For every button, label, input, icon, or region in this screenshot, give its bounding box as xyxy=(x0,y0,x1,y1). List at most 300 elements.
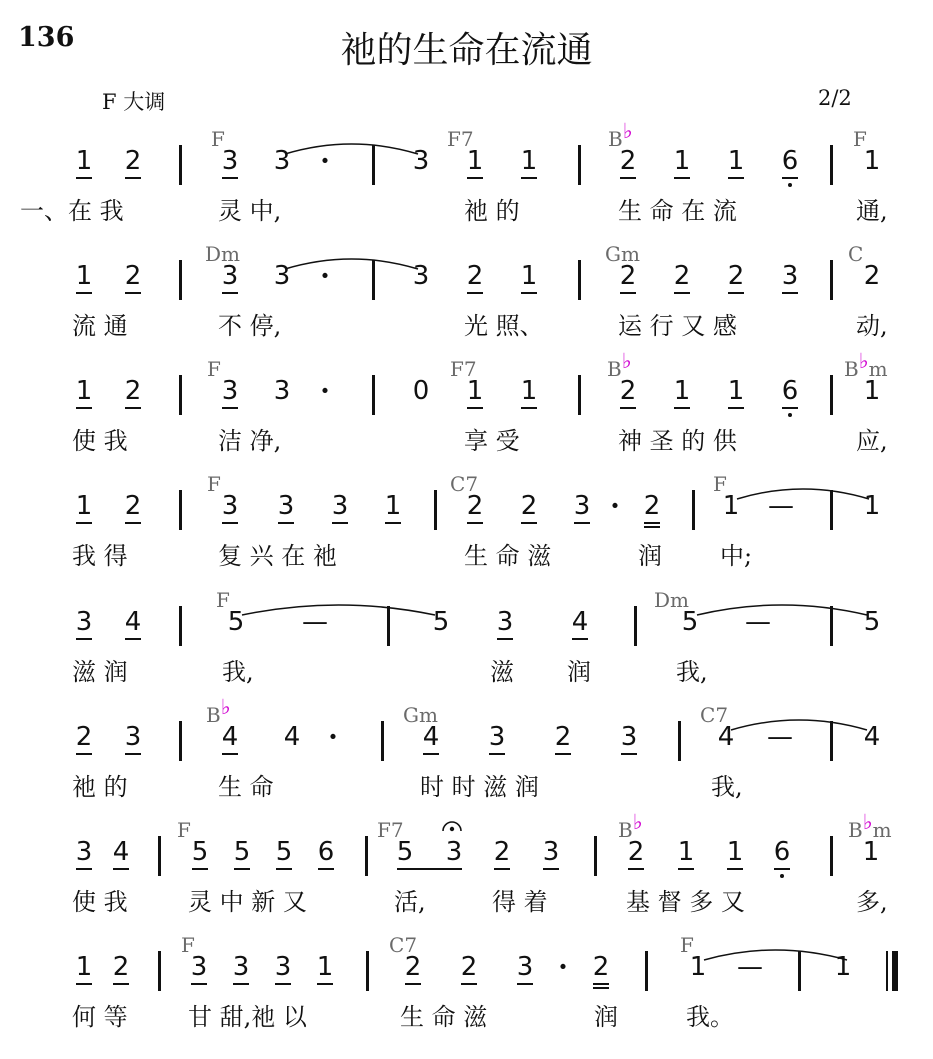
underline-mark xyxy=(222,407,238,409)
lyric-text: 洁 净, xyxy=(218,427,282,455)
barline xyxy=(578,375,581,415)
chord-root: F xyxy=(177,818,191,842)
underline-mark xyxy=(125,522,141,524)
chord-root: Dm xyxy=(654,588,689,612)
underline-mark xyxy=(774,868,790,870)
note: 1 xyxy=(863,376,881,406)
lyric-text: 祂 的 xyxy=(464,197,520,225)
note: 4 xyxy=(283,722,301,752)
music-system xyxy=(0,934,933,1049)
underline-mark xyxy=(76,638,92,640)
chord-suffix: 7 xyxy=(463,357,477,381)
note: 3 xyxy=(538,837,564,867)
lower-octave-dot xyxy=(788,413,792,417)
flat-sign-icon: ♭ xyxy=(622,119,633,143)
barline xyxy=(645,951,648,991)
chord-root: B xyxy=(608,127,623,151)
note: 1 xyxy=(689,952,707,982)
chord-suffix: 7 xyxy=(460,127,474,151)
note: 3 xyxy=(616,722,642,752)
note: 2 xyxy=(588,952,614,982)
note: 3 xyxy=(273,146,291,176)
underline-mark xyxy=(620,292,636,294)
chord-root: C xyxy=(389,933,405,957)
sustain-dash: — xyxy=(767,722,793,752)
lyric-text: 运 行 又 感 xyxy=(618,312,737,340)
note: 1 xyxy=(516,376,542,406)
underline-mark xyxy=(572,638,588,640)
barline xyxy=(179,145,182,185)
note: 2 xyxy=(639,491,665,521)
chord-suffix: m xyxy=(872,818,892,842)
underline-mark xyxy=(233,983,249,985)
lyric-text: 何 等 xyxy=(72,1003,128,1031)
note: 5 xyxy=(271,837,297,867)
chord-root: B xyxy=(618,818,633,842)
barline xyxy=(179,260,182,300)
note: 4 xyxy=(217,722,243,752)
barline xyxy=(578,260,581,300)
underline-mark xyxy=(125,177,141,179)
music-system xyxy=(0,695,933,819)
underline-mark xyxy=(620,407,636,409)
note: 1 xyxy=(834,952,852,982)
underline-mark xyxy=(76,983,92,985)
underline-mark xyxy=(728,292,744,294)
underline-mark xyxy=(593,983,609,985)
lyric-text: 生 命 xyxy=(218,773,274,801)
barline xyxy=(372,375,375,415)
underline-mark xyxy=(423,753,439,755)
barline xyxy=(634,606,637,646)
note: 1 xyxy=(71,376,97,406)
note: 5 xyxy=(187,837,213,867)
note: 3 xyxy=(412,261,430,291)
underline-mark xyxy=(674,177,690,179)
note: 6 xyxy=(769,837,795,867)
underline-mark xyxy=(593,987,609,989)
underline-mark xyxy=(728,407,744,409)
note: 1 xyxy=(673,837,699,867)
hymn-number: 136 xyxy=(18,22,75,53)
underline-mark xyxy=(467,292,483,294)
note: 2 xyxy=(723,261,749,291)
note: 2 xyxy=(400,952,426,982)
underline-mark xyxy=(678,868,694,870)
chord-root: Dm xyxy=(205,242,240,266)
note: 6 xyxy=(313,837,339,867)
note: 4 xyxy=(567,607,593,637)
note: 3 xyxy=(327,491,353,521)
underline-mark xyxy=(76,177,92,179)
barline xyxy=(594,836,597,876)
lyric-text: 神 圣 的 供 xyxy=(618,427,737,455)
underline-mark xyxy=(467,407,483,409)
fermata-icon xyxy=(441,817,463,833)
lyric-text: 我, xyxy=(222,658,254,686)
lyric-text: 甘 甜,祂 以 xyxy=(188,1003,307,1031)
note: 1 xyxy=(312,952,338,982)
note: 1 xyxy=(669,376,695,406)
lyric-text: 中; xyxy=(720,542,753,570)
barline xyxy=(434,490,437,530)
chord-root: F xyxy=(680,933,694,957)
note: 2 xyxy=(456,952,482,982)
tie-arc xyxy=(241,601,436,617)
barline xyxy=(179,490,182,530)
underline-mark xyxy=(674,292,690,294)
sustain-dash: — xyxy=(745,607,771,637)
lyric-text: 光 照、 xyxy=(464,312,544,340)
chord-root: Gm xyxy=(605,242,640,266)
chord-root: F xyxy=(181,933,195,957)
lyric-text: 活, xyxy=(394,888,426,916)
note: 2 xyxy=(863,261,881,291)
chord-suffix: 7 xyxy=(465,472,479,496)
underline-mark xyxy=(494,868,510,870)
note: 4 xyxy=(108,837,134,867)
chord-root: C xyxy=(848,242,864,266)
note: 4 xyxy=(120,607,146,637)
lyric-text: 一、在 我 xyxy=(20,197,124,225)
chord-root: C xyxy=(700,703,716,727)
underline-mark xyxy=(574,522,590,524)
note: 2 xyxy=(120,491,146,521)
lyric-text: 不 停, xyxy=(218,312,282,340)
note: 3 xyxy=(569,491,595,521)
underline-mark xyxy=(555,753,571,755)
underline-mark xyxy=(234,868,250,870)
hymn-title: 祂的生命在流通 xyxy=(340,30,593,71)
underline-mark xyxy=(521,522,537,524)
beam-underline xyxy=(397,868,462,870)
lyric-text: 我, xyxy=(711,773,743,801)
barline xyxy=(692,490,695,530)
note: 3 xyxy=(273,261,291,291)
barline xyxy=(179,721,182,761)
augmentation-dot: · xyxy=(320,374,330,407)
barline xyxy=(158,836,161,876)
underline-mark xyxy=(113,983,129,985)
underline-mark xyxy=(385,522,401,524)
underline-mark xyxy=(76,753,92,755)
note: 3 xyxy=(71,837,97,867)
underline-mark xyxy=(782,292,798,294)
underline-mark xyxy=(125,753,141,755)
lyric-text: 灵 中, xyxy=(218,197,282,225)
note: 1 xyxy=(71,261,97,291)
note: 3 xyxy=(71,607,97,637)
note: 2 xyxy=(615,146,641,176)
lyric-text: 我, xyxy=(676,658,708,686)
barline xyxy=(381,721,384,761)
underline-mark xyxy=(628,868,644,870)
note: 1 xyxy=(723,376,749,406)
underline-mark xyxy=(276,868,292,870)
underline-mark xyxy=(222,177,238,179)
note: 3 xyxy=(228,952,254,982)
underline-mark xyxy=(644,522,660,524)
note: 2 xyxy=(120,376,146,406)
note: 1 xyxy=(862,837,880,867)
note: 3 xyxy=(273,376,291,406)
flat-sign-icon: ♭ xyxy=(621,349,632,373)
barline xyxy=(179,375,182,415)
lyric-text: 应, xyxy=(856,427,888,455)
note: 6 xyxy=(777,376,803,406)
underline-mark xyxy=(497,638,513,640)
augmentation-dot: · xyxy=(320,259,330,292)
barline xyxy=(365,836,368,876)
note: 4 xyxy=(717,722,735,752)
sustain-dash: — xyxy=(737,952,763,982)
underline-mark xyxy=(317,983,333,985)
note: 3 xyxy=(217,261,243,291)
underline-mark xyxy=(517,983,533,985)
note: 1 xyxy=(462,146,488,176)
lyric-text: 得 着 xyxy=(492,888,548,916)
chord-root: B xyxy=(206,703,221,727)
note: 3 xyxy=(445,837,463,867)
chord-suffix: 7 xyxy=(715,703,729,727)
underline-mark xyxy=(222,753,238,755)
note: 5 xyxy=(432,607,450,637)
flat-sign-icon: ♭ xyxy=(862,810,873,834)
underline-mark xyxy=(674,407,690,409)
lower-octave-dot xyxy=(780,874,784,878)
note: 3 xyxy=(492,607,518,637)
lyric-text: 生 命 滋 xyxy=(464,542,552,570)
underline-mark xyxy=(113,868,129,870)
key-signature: F 大调 xyxy=(102,90,166,114)
time-signature: 2/2 xyxy=(818,86,852,110)
underline-mark xyxy=(191,983,207,985)
lyric-text: 润 xyxy=(594,1003,618,1031)
music-system xyxy=(0,473,933,588)
lower-octave-dot xyxy=(788,183,792,187)
chord-root: F xyxy=(713,472,727,496)
note: 2 xyxy=(108,952,134,982)
barline xyxy=(830,836,833,876)
underline-mark xyxy=(318,868,334,870)
note: 6 xyxy=(777,146,803,176)
chord-root: B xyxy=(607,357,622,381)
lyric-text: 使 我 xyxy=(72,427,128,455)
tie-arc xyxy=(696,601,868,617)
barline xyxy=(830,145,833,185)
underline-mark xyxy=(461,983,477,985)
note: 4 xyxy=(863,722,881,752)
chord-suffix: 7 xyxy=(404,933,418,957)
lyric-text: 润 xyxy=(638,542,662,570)
underline-mark xyxy=(621,753,637,755)
note: 2 xyxy=(669,261,695,291)
underline-mark xyxy=(467,177,483,179)
chord-root: Gm xyxy=(403,703,438,727)
note: 1 xyxy=(723,146,749,176)
note: 2 xyxy=(71,722,97,752)
music-system xyxy=(0,349,933,473)
chord-root: C xyxy=(450,472,466,496)
note: 1 xyxy=(863,491,881,521)
note: 1 xyxy=(462,376,488,406)
underline-mark xyxy=(727,868,743,870)
chord-suffix: 7 xyxy=(390,818,404,842)
note: 2 xyxy=(623,837,649,867)
flat-sign-icon: ♭ xyxy=(858,349,869,373)
note: 2 xyxy=(516,491,542,521)
note: 3 xyxy=(273,491,299,521)
underline-mark xyxy=(332,522,348,524)
note: 5 xyxy=(396,837,414,867)
note: 3 xyxy=(186,952,212,982)
lyric-text: 通, xyxy=(856,197,888,225)
underline-mark xyxy=(76,522,92,524)
barline xyxy=(158,951,161,991)
note: 1 xyxy=(722,837,748,867)
note: 5 xyxy=(229,837,255,867)
note: 2 xyxy=(120,261,146,291)
note: 1 xyxy=(863,146,881,176)
barline xyxy=(578,145,581,185)
chord-root: F xyxy=(853,127,867,151)
underline-mark xyxy=(76,407,92,409)
lyric-text: 时 时 滋 润 xyxy=(420,773,539,801)
note: 3 xyxy=(270,952,296,982)
underline-mark xyxy=(278,522,294,524)
music-system xyxy=(0,243,933,358)
tie-arc xyxy=(730,716,868,732)
note: 2 xyxy=(615,261,641,291)
lyric-text: 动, xyxy=(856,312,888,340)
note: 1 xyxy=(516,261,542,291)
lyric-text: 祂 的 xyxy=(72,773,128,801)
underline-mark xyxy=(76,868,92,870)
note: 1 xyxy=(71,952,97,982)
underline-mark xyxy=(644,526,660,528)
sustain-dash: — xyxy=(302,607,328,637)
music-system xyxy=(0,589,933,704)
note: 2 xyxy=(489,837,515,867)
barline xyxy=(366,951,369,991)
note: 2 xyxy=(462,261,488,291)
lyric-text: 滋 润 xyxy=(72,658,128,686)
barline xyxy=(830,375,833,415)
underline-mark xyxy=(521,177,537,179)
lyric-text: 使 我 xyxy=(72,888,128,916)
underline-mark xyxy=(489,753,505,755)
underline-mark xyxy=(467,522,483,524)
note: 2 xyxy=(550,722,576,752)
note: 3 xyxy=(217,146,243,176)
barline xyxy=(179,606,182,646)
chord-root: F xyxy=(207,357,221,381)
note: 3 xyxy=(484,722,510,752)
flat-sign-icon: ♭ xyxy=(632,810,643,834)
note: 0 xyxy=(412,376,430,406)
underline-mark xyxy=(521,407,537,409)
note: 4 xyxy=(418,722,444,752)
music-system xyxy=(0,119,933,243)
note: 5 xyxy=(863,607,881,637)
augmentation-dot: · xyxy=(328,720,338,753)
note: 3 xyxy=(217,376,243,406)
note: 3 xyxy=(412,146,430,176)
chord-root: F xyxy=(377,818,391,842)
underline-mark xyxy=(405,983,421,985)
lyric-text: 我 得 xyxy=(72,542,128,570)
underline-mark xyxy=(782,177,798,179)
tie-arc xyxy=(736,485,870,501)
tie-arc xyxy=(284,255,419,271)
underline-mark xyxy=(543,868,559,870)
lyric-text: 基 督 多 又 xyxy=(626,888,745,916)
lyric-text: 滋 xyxy=(490,658,514,686)
underline-mark xyxy=(125,292,141,294)
tie-arc xyxy=(703,946,848,962)
chord-root: F xyxy=(447,127,461,151)
barline xyxy=(830,260,833,300)
lyric-text: 生 命 滋 xyxy=(400,1003,488,1031)
note: 2 xyxy=(462,491,488,521)
lyric-text: 润 xyxy=(567,658,591,686)
chord-root: F xyxy=(216,588,230,612)
chord-root: F xyxy=(207,472,221,496)
underline-mark xyxy=(521,292,537,294)
final-barline-thin xyxy=(886,951,888,991)
underline-mark xyxy=(620,177,636,179)
note: 1 xyxy=(380,491,406,521)
note: 3 xyxy=(120,722,146,752)
underline-mark xyxy=(275,983,291,985)
chord-root: F xyxy=(211,127,225,151)
chord-suffix: m xyxy=(868,357,888,381)
note: 5 xyxy=(227,607,245,637)
note: 3 xyxy=(217,491,243,521)
note: 3 xyxy=(512,952,538,982)
lyric-text: 多, xyxy=(856,888,888,916)
underline-mark xyxy=(222,292,238,294)
note: 1 xyxy=(71,146,97,176)
lyric-text: 灵 中 新 又 xyxy=(188,888,307,916)
sustain-dash: — xyxy=(768,491,794,521)
lyric-text: 生 命 在 流 xyxy=(618,197,737,225)
underline-mark xyxy=(222,522,238,524)
chord-root: B xyxy=(844,357,859,381)
note: 5 xyxy=(681,607,699,637)
barline xyxy=(678,721,681,761)
note: 2 xyxy=(120,146,146,176)
tie-arc xyxy=(284,140,419,156)
underline-mark xyxy=(125,638,141,640)
lyric-text: 享 受 xyxy=(464,427,520,455)
underline-mark xyxy=(125,407,141,409)
note: 2 xyxy=(615,376,641,406)
note: 1 xyxy=(722,491,740,521)
note: 1 xyxy=(669,146,695,176)
underline-mark xyxy=(192,868,208,870)
note: 1 xyxy=(516,146,542,176)
lyric-text: 我。 xyxy=(686,1003,734,1031)
underline-mark xyxy=(76,292,92,294)
lyric-text: 流 通 xyxy=(72,312,128,340)
note: 3 xyxy=(777,261,803,291)
augmentation-dot: · xyxy=(558,950,568,983)
underline-mark xyxy=(782,407,798,409)
augmentation-dot: · xyxy=(320,144,330,177)
final-barline-thick xyxy=(892,951,898,991)
note: 1 xyxy=(71,491,97,521)
